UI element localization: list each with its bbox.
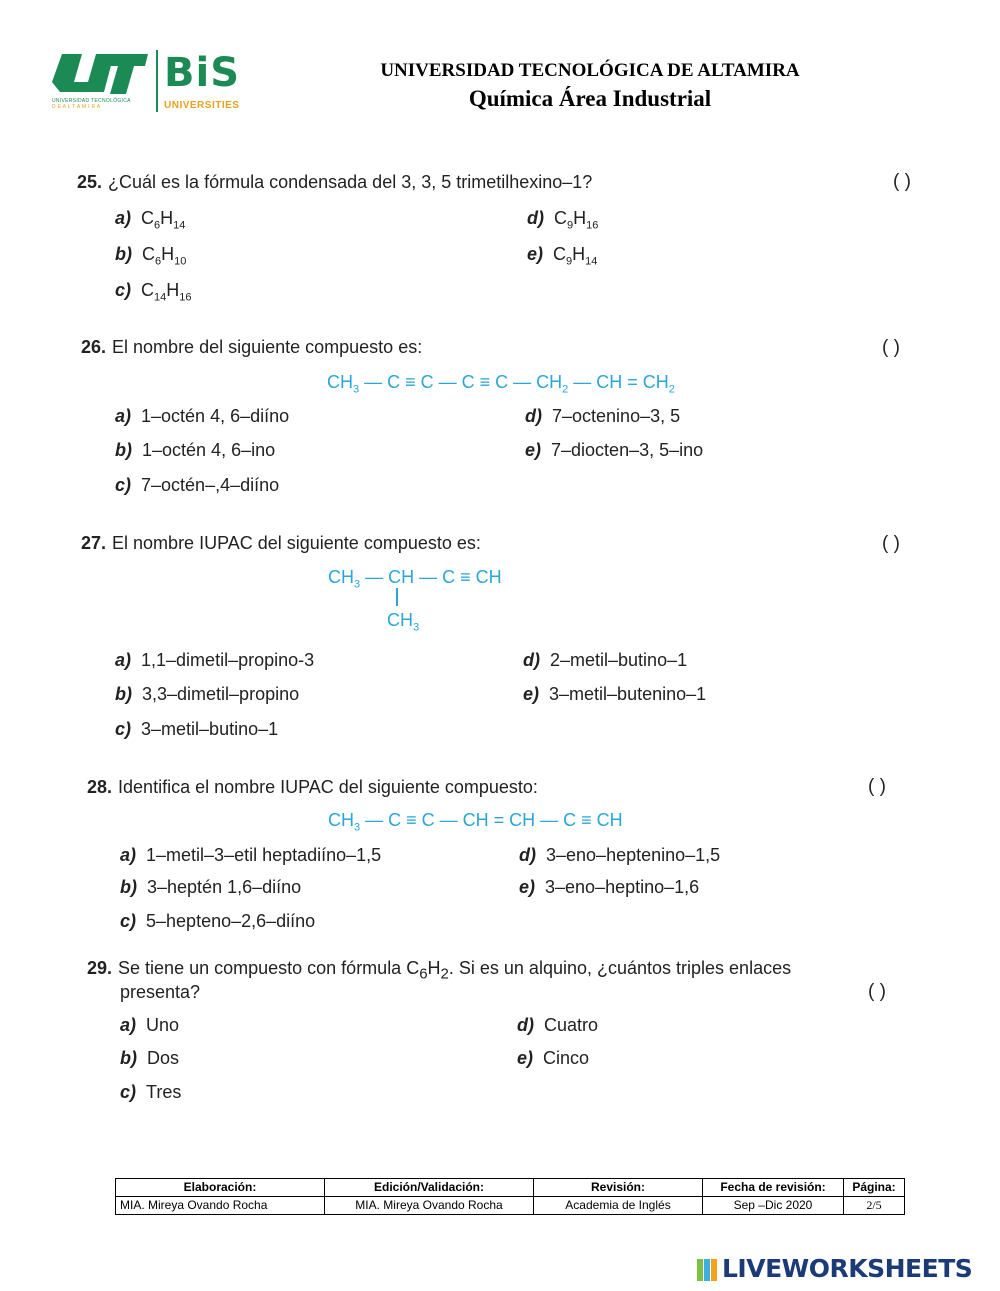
q28-option-c[interactable]: c) 5–hepteno–2,6–diíno [120,911,316,931]
q28-option-d[interactable]: d) 3–eno–heptenino–1,5 [519,845,721,865]
q25-option-b[interactable]: b) $C_6H_{10}$ [115,244,187,268]
q27-option-b[interactable]: b) 3,3–dimetil–propino [115,684,300,704]
value-edicion: MIA. Mireya Ovando Rocha [325,1197,534,1215]
header-pagina: Página: [844,1179,905,1197]
q25-option-e[interactable]: e) $C_9H_{14}$ [527,244,598,268]
answer-box-26[interactable]: ( ) [882,337,900,358]
q26-option-b[interactable]: b) 1–octén 4, 6–ino [115,440,276,460]
revision-table-header-row [116,1179,905,1197]
q29-option-a[interactable]: a) Uno [120,1015,180,1035]
formula-26: $CH_3$ — C ≡ C — C ≡ C — $CH_2$ — CH = $CH_2$ [327,372,675,396]
q26-option-a[interactable]: a) 1–octén 4, 6–diíno [115,406,290,426]
question-25: 25. ¿Cuál es la fórmula condensada del 3, 3, 5 trimetilhexino–1? [77,172,593,192]
revision-table-value-row [116,1197,905,1215]
header-fecha: Fecha de revisión: [703,1179,844,1197]
q29-option-e[interactable]: e) Cinco [517,1048,590,1068]
liveworksheets-watermark: LIVEWORKSHEETS [722,1254,973,1283]
revision-table [115,1178,905,1215]
logo-divider [156,50,158,112]
header-elaboracion: Elaboración: [116,1179,325,1197]
q27-option-d[interactable]: d) 2–metil–butino–1 [523,650,688,670]
answer-box-29[interactable]: ( ) [868,981,886,1002]
question-28: 28. Identifica el nombre IUPAC del siguiente compuesto: [87,777,538,797]
question-27: 27. El nombre IUPAC del siguiente compuesto es: [81,533,481,553]
subject-title: Química Área Industrial [468,86,712,111]
university-title: UNIVERSIDAD TECNOLÓGICA DE ALTAMIRA [380,60,800,81]
ut-logo-icon [52,52,148,96]
value-pagina: 2/5 [844,1197,905,1215]
q27-option-a[interactable]: a) 1,1–dimetil–propino-3 [115,650,315,670]
q25-option-a[interactable]: a) $C_6H_{14}$ [115,208,186,232]
formula-27-branch: $CH_3$ [387,610,420,634]
q29-option-d[interactable]: d) Cuatro [517,1015,599,1035]
answer-box-27[interactable]: ( ) [882,533,900,554]
q26-option-c[interactable]: c) 7–octén–,4–diíno [115,475,280,495]
q25-option-d[interactable]: d) $C_9H_{16}$ [527,208,599,232]
value-elaboracion: MIA. Mireya Ovando Rocha [116,1197,325,1215]
bis-logo-subtitle: UNIVERSITIES [164,100,240,111]
value-fecha: Sep –Dic 2020 [703,1197,844,1215]
q28-option-a[interactable]: a) 1–metil–3–etil heptadiíno–1,5 [120,845,382,865]
q26-option-e[interactable]: e) 7–diocten–3, 5–ino [525,440,704,460]
liveworksheets-logo-icon [697,1259,719,1281]
q27-option-e[interactable]: e) 3–metil–butenino–1 [523,684,707,704]
bis-logo: BiS [164,50,241,96]
header-edicion: Edición/Validación: [325,1179,534,1197]
q29-option-b[interactable]: b) Dos [120,1048,180,1068]
header-revision: Revisión: [534,1179,703,1197]
question-29: 29. Se tiene un compuesto con fórmula $C_6H_2$. Si es un alquino, ¿cuántos triples enlaces [87,958,792,983]
value-revision: Academia de Inglés [534,1197,703,1215]
q28-option-e[interactable]: e) 3–eno–heptino–1,6 [519,877,700,897]
q26-option-d[interactable]: d) 7–octenino–3, 5 [525,406,681,426]
formula-27: $CH_3$ — CH — C ≡ CH [328,567,502,591]
formula-28: $CH_3$ — C ≡ C — CH = CH — C ≡ CH [328,810,623,834]
question-29-line2: presenta? [120,982,201,1002]
q29-option-c[interactable]: c) Tres [120,1082,182,1102]
q27-option-c[interactable]: c) 3–metil–butino–1 [115,719,279,739]
q25-option-c[interactable]: c) $C_{14}H_{16}$ [115,280,192,304]
answer-box-28[interactable]: ( ) [868,776,886,797]
formula-27-bond [396,588,398,606]
ut-logo-subtitle: UNIVERSIDAD TECNOLÓGICA D E A L T A M I R A [52,98,131,110]
question-26: 26. El nombre del siguiente compuesto es: [81,337,423,357]
answer-box-25[interactable]: ( ) [893,171,911,192]
q28-option-b[interactable]: b) 3–heptén 1,6–diíno [120,877,302,897]
